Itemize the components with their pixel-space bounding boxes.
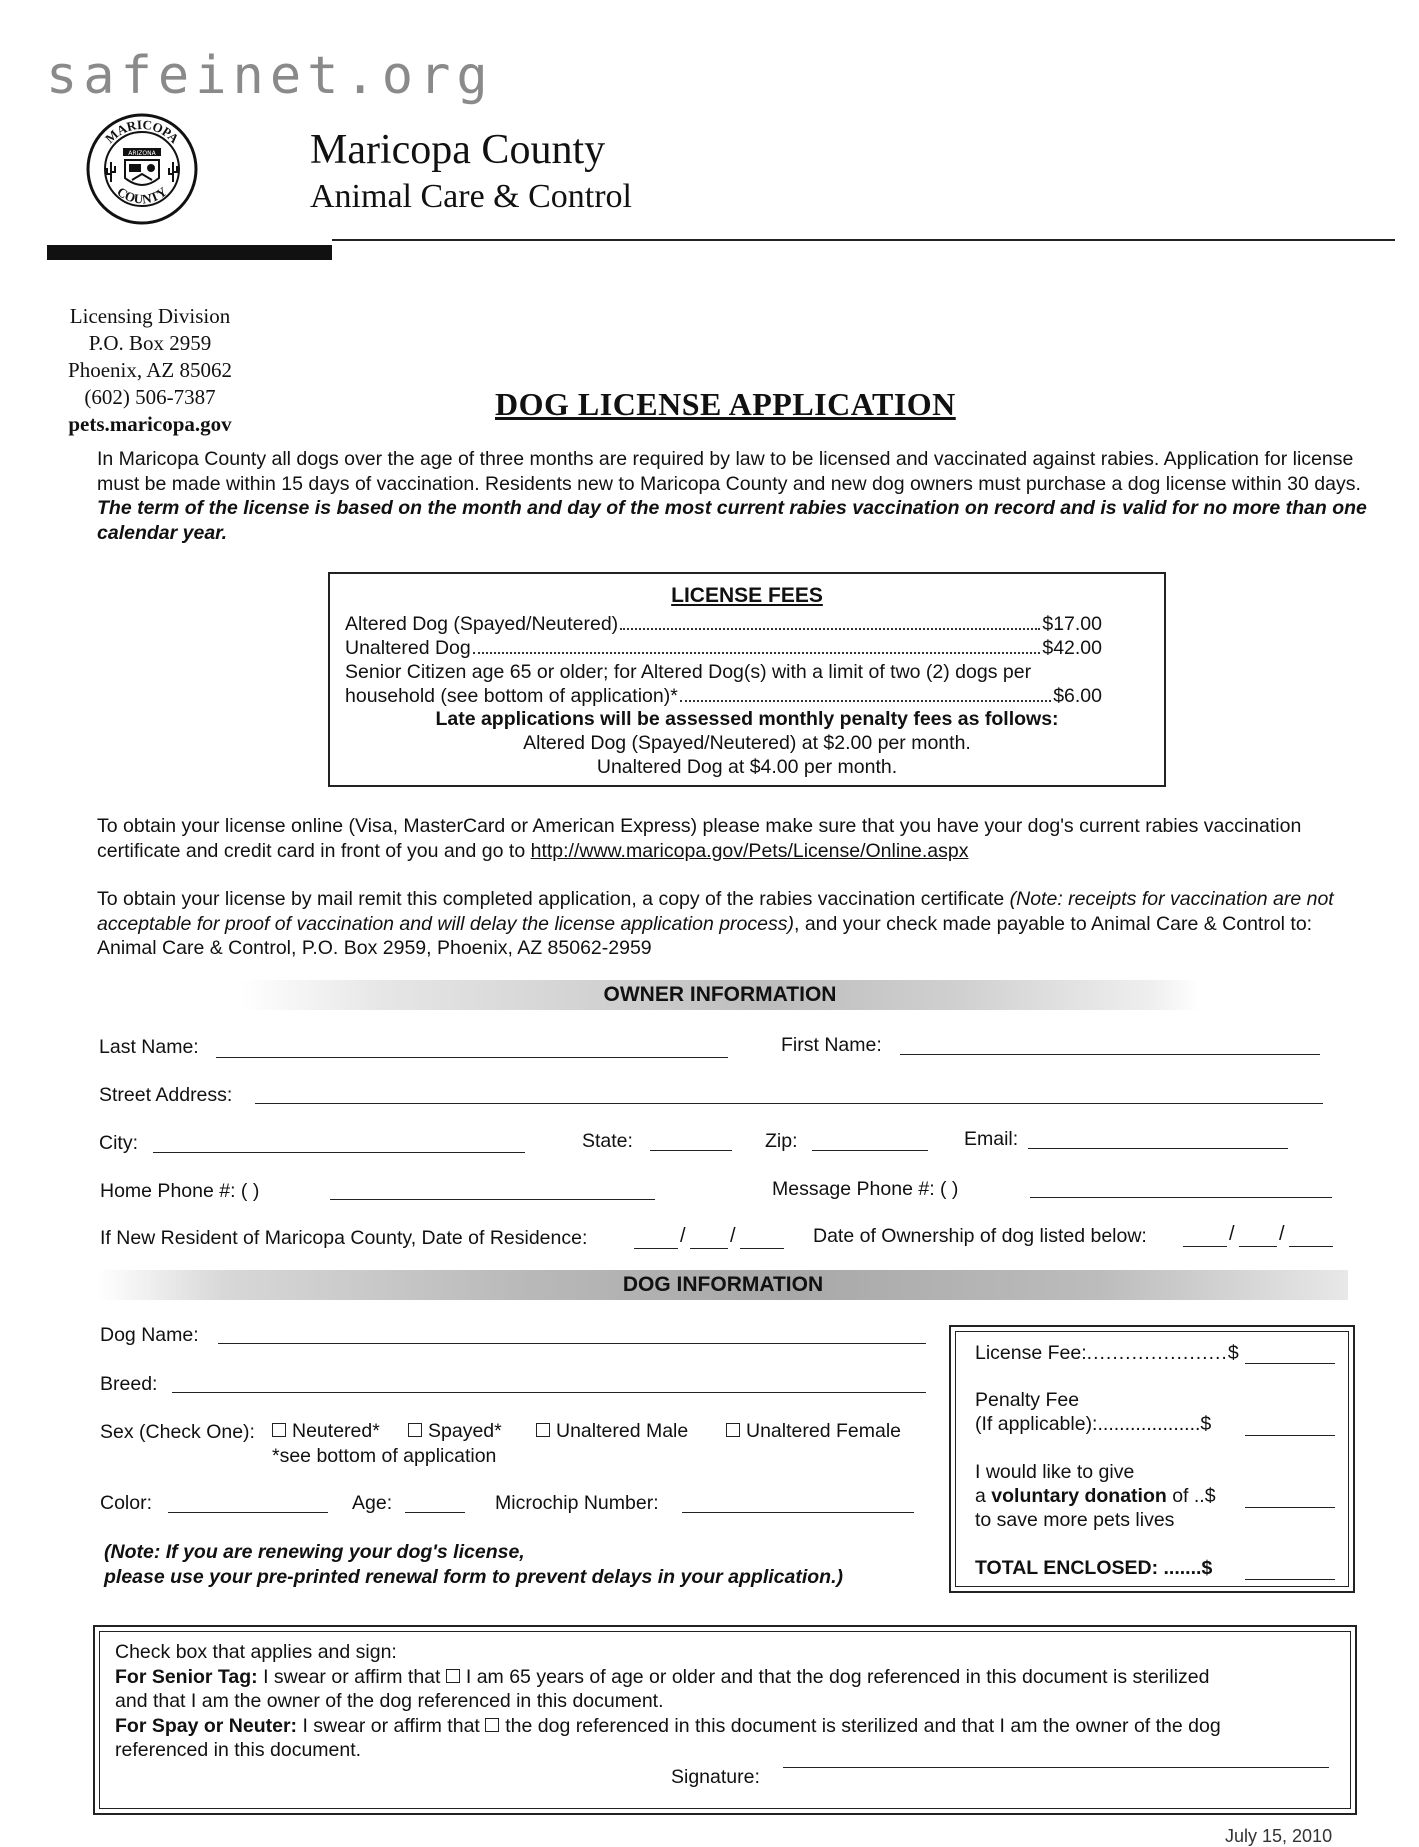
header-bar [47,245,332,260]
breed-label: Breed: [100,1373,158,1395]
senior-tag-affirmation-line2: and that I am the owner of the dog referenced in this document. [115,1690,664,1712]
fee-row-unaltered [345,636,1102,660]
spay-neuter-label: For Spay or Neuter: [115,1715,298,1737]
dog-name-label: Dog Name: [100,1324,199,1346]
svg-text:ARIZONA: ARIZONA [128,150,156,157]
mail-text-end: , and your check made payable to Animal Care & Control to: Animal Care & Control, P.O. Box 2959, Phoenix, AZ 85062-2959 [97,912,1313,959]
fee-row-senior-line1 [345,660,1124,684]
home-phone-label: Home Phone #: ( ) [100,1180,260,1202]
license-fees-box [328,572,1166,787]
spay-neuter-checkbox[interactable] [485,1718,499,1732]
county-seal-logo [85,112,199,226]
color-field[interactable] [168,1512,328,1513]
svg-text:MARICOPA: MARICOPA [102,116,183,147]
spayed-checkbox[interactable] [408,1423,422,1437]
last-name-label: Last Name: [99,1036,199,1058]
intro-emphasis: The term of the license is based on the month and day of the most current rabies vaccination on record and is valid for no more than one calendar year. [97,497,1367,544]
sex-option-neutered[interactable] [272,1420,380,1443]
unaltered-female-checkbox[interactable] [726,1423,740,1437]
fee-row-altered [345,612,1102,636]
state-label: State: [582,1130,633,1152]
ownership-date-label: Date of Ownership of dog listed below: [813,1225,1147,1247]
sex-option-label: Unaltered Male [556,1420,689,1442]
donation-label-line3: to save more pets lives [975,1509,1175,1531]
fee-amount: $6.00 [1053,685,1102,707]
late-fees-heading: Late applications will be assessed monthly penalty fees as follows: [435,708,1059,730]
division-phone: (602) 506-7387 [84,385,216,409]
header-rule [332,239,1395,241]
division-line: P.O. Box 2959 [88,331,212,355]
age-label: Age: [352,1492,393,1514]
microchip-label: Microchip Number: [495,1492,659,1514]
sex-option-label: Neutered* [292,1420,380,1442]
street-address-field[interactable] [255,1103,1323,1104]
senior-tag-affirmation: For Senior Tag: I swear or affirm that I am 65 years of age or older and that the dog referenced in this document is sterilized [115,1666,1210,1688]
org-subtitle: Animal Care & Control [310,178,633,215]
licensing-division-address [50,303,250,438]
renewal-note-line: please use your pre-printed renewal form to prevent delays in your application.) [104,1566,844,1588]
license-fee-label: License Fee:......................$ [975,1342,1239,1364]
fee-label: Altered Dog (Spayed/Neutered) [345,613,619,635]
sex-option-unaltered-male[interactable] [536,1420,688,1443]
color-label: Color: [100,1492,153,1514]
home-phone-field[interactable] [330,1199,655,1200]
owner-information-heading: OWNER INFORMATION [240,980,1200,1010]
online-text: To obtain your license online (Visa, MasterCard or American Express) please make sure that you have your dog's current rabies vaccination certificate and credit card in front of you and go to [97,815,1302,862]
zip-field[interactable] [812,1150,928,1151]
zip-label: Zip: [765,1130,798,1152]
mail-note: (Note: receipts for vaccination are not acceptable for proof of vaccination and will delay the license application process) [97,888,1334,935]
dog-name-field[interactable] [218,1343,926,1344]
fee-summary-box [949,1325,1355,1593]
sex-option-label: Spayed* [428,1420,502,1442]
dog-information-heading: DOG INFORMATION [98,1270,1348,1300]
total-enclosed-label: TOTAL ENCLOSED: .......$ [975,1557,1213,1579]
intro-text: In Maricopa County all dogs over the age of three months are required by law to be licensed and vaccinated against rabies. Application for license must be made within 15 days of vaccination. Residents new to Maricopa County and new dog owners must purchase a dog license within 30 days. [97,448,1361,495]
senior-tag-label: For Senior Tag: [115,1666,258,1688]
unaltered-male-checkbox[interactable] [536,1423,550,1437]
renewal-note [104,1540,924,1590]
street-address-label: Street Address: [99,1084,233,1106]
page-title: DOG LICENSE APPLICATION [495,386,956,422]
last-name-field[interactable] [216,1057,728,1058]
mail-text: To obtain your license by mail remit this completed application, a copy of the rabies vaccination certificate [97,888,1005,910]
age-field[interactable] [405,1512,465,1513]
state-field[interactable] [650,1150,732,1151]
mail-paragraph [97,887,1357,961]
affirmation-intro: Check box that applies and sign: [115,1641,397,1663]
email-label: Email: [964,1128,1019,1150]
svg-text:COUNTY: COUNTY [114,183,170,207]
fee-label: Senior Citizen age 65 or older; for Altered Dog(s) with a limit of two (2) dogs per [345,661,1032,683]
first-name-label: First Name: [781,1034,882,1056]
residence-date-label: If New Resident of Maricopa County, Date of Residence: [100,1227,588,1249]
senior-tag-checkbox[interactable] [446,1669,460,1683]
email-field[interactable] [1028,1148,1288,1149]
microchip-field[interactable] [682,1512,914,1513]
affirmation-box [93,1625,1357,1815]
residence-date-field[interactable]: / / [634,1227,786,1251]
late-fee-unaltered: Unaltered Dog at $4.00 per month. [596,756,898,778]
first-name-field[interactable] [900,1054,1320,1055]
penalty-fee-field[interactable] [1245,1435,1335,1436]
intro-paragraph [97,447,1367,545]
city-label: City: [99,1132,138,1154]
revision-date: July 15, 2010 [1225,1826,1333,1846]
fee-amount: $17.00 [1042,613,1102,635]
donation-label-line2: a voluntary donation of ..$ [975,1485,1216,1507]
fee-amount: $42.00 [1042,637,1102,659]
division-website: pets.maricopa.gov [68,412,232,436]
fee-label: Unaltered Dog [345,637,471,659]
online-license-link[interactable]: http://www.maricopa.gov/Pets/License/Online.aspx [530,839,969,862]
license-fee-field[interactable] [1245,1363,1335,1364]
fee-row-senior [345,684,1102,708]
fee-label: household (see bottom of application)* [345,685,678,707]
division-line: Phoenix, AZ 85062 [68,358,232,382]
sex-label: Sex (Check One): [100,1421,255,1443]
city-field[interactable] [153,1152,525,1153]
total-enclosed-field[interactable] [1245,1579,1335,1580]
sex-option-spayed[interactable] [408,1420,502,1443]
spay-neuter-affirmation: For Spay or Neuter: I swear or affirm that the dog referenced in this document is sterilized and that I am the owner of the dog [115,1715,1221,1737]
penalty-fee-label: Penalty Fee [975,1389,1080,1411]
message-phone-label: Message Phone #: ( ) [772,1178,959,1200]
message-phone-field[interactable] [1030,1197,1332,1198]
signature-field[interactable] [783,1767,1329,1768]
ownership-date-field[interactable]: / / [1183,1225,1335,1249]
late-fee-altered: Altered Dog (Spayed/Neutered) at $2.00 per month. [523,732,971,754]
sex-option-unaltered-female[interactable] [726,1420,901,1443]
breed-field[interactable] [172,1392,926,1393]
online-paragraph [97,814,1357,863]
spay-neuter-affirmation-line2: referenced in this document. [115,1739,362,1761]
sex-note: *see bottom of application [272,1445,497,1467]
fees-title: LICENSE FEES [671,584,823,607]
donation-label-line1: I would like to give [975,1461,1135,1483]
penalty-fee-label-sub: (If applicable):...................$ [975,1413,1212,1435]
donation-field[interactable] [1245,1507,1335,1508]
watermark-text: safeinet.org [46,46,494,106]
org-name: Maricopa County [310,127,606,173]
sex-option-label: Unaltered Female [746,1420,901,1442]
renewal-note-line: (Note: If you are renewing your dog's license, [104,1541,525,1563]
signature-label: Signature: [671,1766,760,1788]
neutered-checkbox[interactable] [272,1423,286,1437]
division-line: Licensing Division [69,304,231,328]
